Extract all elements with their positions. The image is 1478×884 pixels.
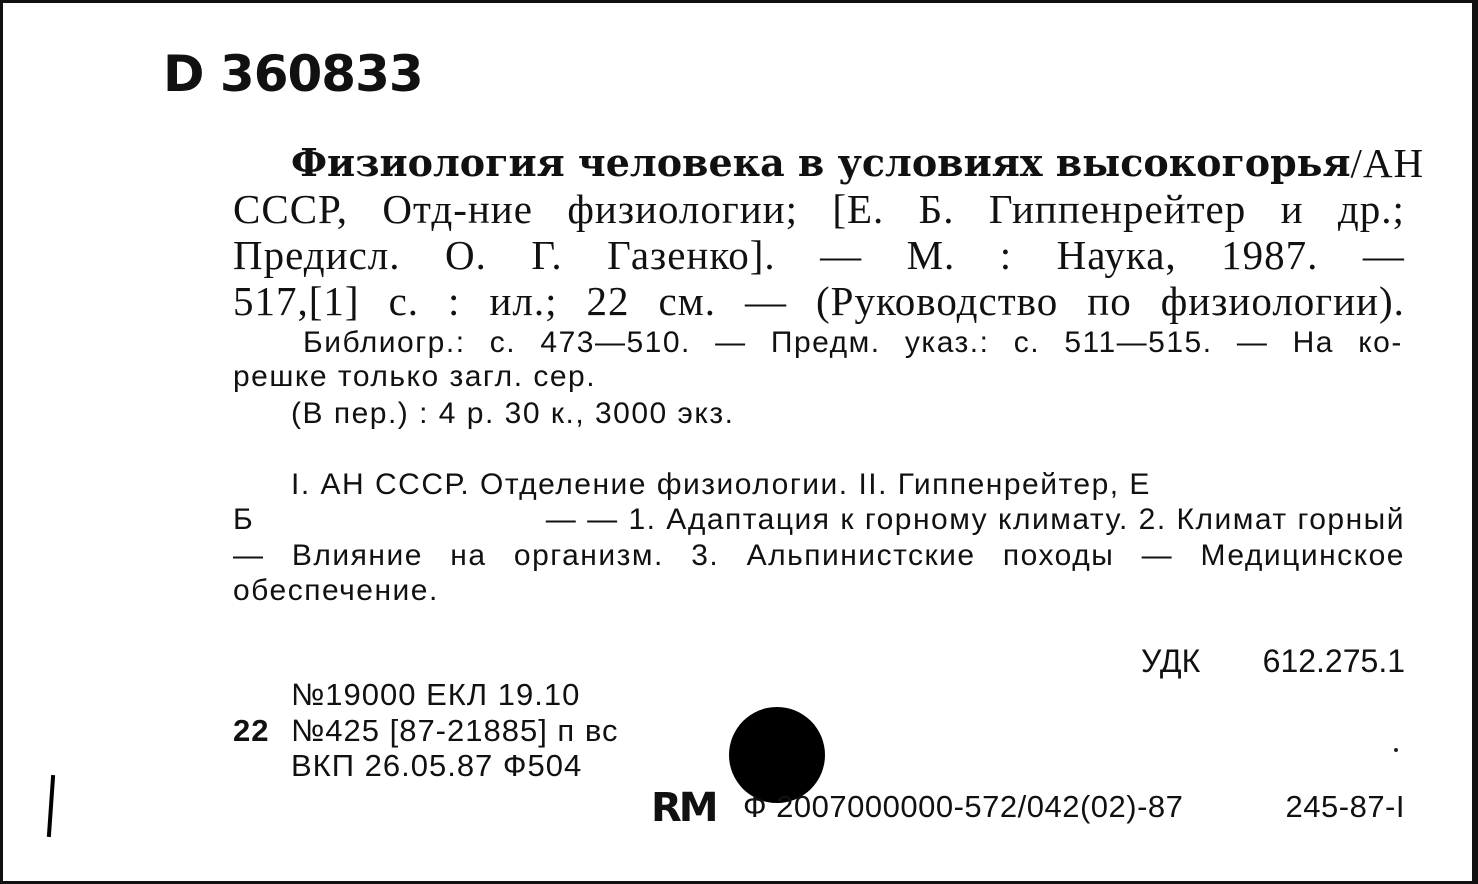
udk-value: 612.275.1 <box>1262 643 1405 679</box>
word: Отд-ние <box>382 186 533 232</box>
word: 511—515. <box>1064 326 1213 359</box>
udk-label: УДК <box>1141 643 1201 679</box>
word: (Руководство <box>815 278 1059 324</box>
word: Библиогр.: <box>303 326 466 359</box>
print-speck <box>1394 748 1398 752</box>
bibliography-note-cont: решке только загл. сер. <box>233 360 597 393</box>
tech-line-2: №425 [87-21885] п вс <box>291 713 619 748</box>
title-slash: / <box>1350 140 1363 186</box>
word: Г. <box>531 232 563 278</box>
word: : <box>448 278 461 324</box>
bibliography-note <box>303 325 1403 361</box>
word: см. <box>658 278 716 324</box>
word: — <box>820 232 863 278</box>
book-title: Физиология человека в условиях высокогорья <box>291 140 1351 185</box>
word: Б. <box>918 186 955 232</box>
word: [Е. <box>832 186 885 232</box>
word: Медицинское <box>1200 539 1405 572</box>
udk-classification <box>1141 643 1405 680</box>
title-author-start: АН <box>1362 140 1425 186</box>
tracing-line-1: I. АН СССР. Отделение физиологии. II. Гиппенрейтер, Е <box>291 468 1151 501</box>
isbn-number: 245-87-I <box>1285 789 1405 824</box>
word: по <box>1087 278 1132 324</box>
word: Предисл. <box>233 232 401 278</box>
word: Наука, <box>1056 232 1177 278</box>
word: СССР, <box>233 186 348 232</box>
word: Газенко]. <box>607 232 776 278</box>
rm-stamp: RM <box>651 785 716 831</box>
word: ко- <box>1358 326 1403 359</box>
word: указ.: <box>904 326 990 359</box>
tech-line-3: ВКП 26.05.87 Ф504 <box>291 748 583 783</box>
word: походы <box>1002 539 1115 572</box>
title-line <box>291 140 1425 186</box>
tracing-line-3 <box>233 538 1405 574</box>
word: с. <box>1013 326 1041 359</box>
word: — <box>233 539 265 572</box>
tech-line-2-prefix: 22 <box>233 713 270 748</box>
word: физиологии; <box>567 186 798 232</box>
description-line-2 <box>233 186 1405 232</box>
tracing-subjects: — — 1. Адаптация к горному климату. 2. Климат горный <box>545 503 1405 536</box>
tech-line-1: №19000 ЕКЛ 19.10 <box>291 677 581 712</box>
word: Влияние <box>291 539 423 572</box>
description-line-3 <box>233 232 1405 278</box>
word: на <box>450 539 487 572</box>
tracing-line-4: обеспечение. <box>233 574 439 607</box>
word: организм. <box>513 539 664 572</box>
word: физиологии). <box>1160 278 1405 324</box>
word: — <box>1236 326 1269 359</box>
isbn-code: Ф 2007000000-572/042(02)-87 <box>743 789 1184 824</box>
word: с. <box>388 278 420 324</box>
word: с. <box>489 326 517 359</box>
word: М. <box>906 232 956 278</box>
word: 517,[1] <box>233 278 360 324</box>
margin-mark <box>47 775 55 837</box>
description-line-4 <box>233 278 1405 324</box>
word: 3. <box>691 539 720 572</box>
word: др.; <box>1337 186 1405 232</box>
word: — <box>1141 539 1174 572</box>
word: На <box>1292 326 1334 359</box>
word: 22 <box>586 278 630 324</box>
isbn-line <box>743 789 1405 825</box>
word: — <box>715 326 747 359</box>
call-number: D 360833 <box>163 45 423 103</box>
word: и <box>1280 186 1304 232</box>
word: 1987. <box>1221 232 1319 278</box>
word: О. <box>444 232 487 278</box>
word: — <box>744 278 787 324</box>
word: 473—510. <box>540 326 691 359</box>
word: ил.; <box>489 278 558 324</box>
tracing-initial: Б <box>233 503 255 536</box>
word: Гиппенрейтер <box>988 186 1247 232</box>
word: : <box>999 232 1013 278</box>
price-note: (В пер.) : 4 р. 30 к., 3000 экз. <box>291 397 735 430</box>
word: Альпинистские <box>746 539 976 572</box>
word: — <box>1362 232 1405 278</box>
word: Предм. <box>770 326 881 359</box>
